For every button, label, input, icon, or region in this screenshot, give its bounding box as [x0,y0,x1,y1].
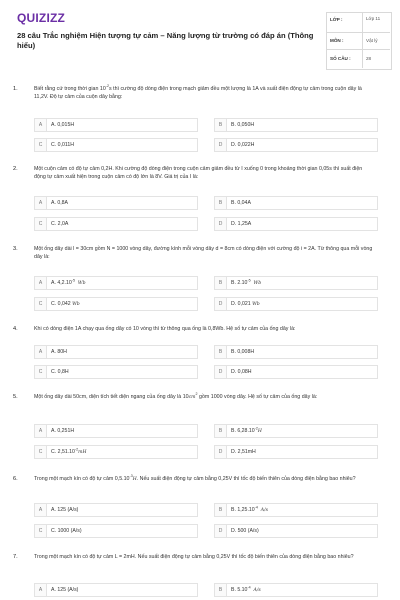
option-text: C. $2,51.10^{-2}mH$ [51,447,87,455]
question-number: 7. [13,554,18,560]
option-a[interactable] [34,424,198,438]
option-letter: A [35,584,47,596]
question-text: Trong một mạch kín có độ tự cảm L = 2mH. Nếu suất điện động tự cảm bằng 0,25V thì tốc độ biến thiên của dòng điện bằng bao nhiêu? [34,554,354,560]
option-letter: C [35,298,47,310]
option-b[interactable] [214,424,378,438]
option-letter: B [215,425,227,437]
option-text: A. $4,2.10^{-5}$ Wb [51,278,86,286]
option-text: D. 0,021 Wb [231,301,260,307]
option-letter: B [215,197,227,209]
worksheet-header [0,0,400,78]
option-letter: A [35,197,47,209]
option-text: B. $1,25.10^{-4}$ A/s [231,505,268,513]
option-letter: C [35,218,47,230]
meta-row-count [326,50,390,68]
option-letter: C [35,139,47,151]
option-b[interactable] [214,196,378,210]
option-text: B. 0,04A [231,200,251,206]
option-c[interactable] [34,138,198,152]
option-c[interactable] [34,365,198,379]
option-d[interactable] [214,524,378,538]
meta-label-count: SỐ CÂU : [330,56,351,61]
option-c[interactable] [34,524,198,538]
option-letter: C [35,366,47,378]
question-text: Khi có dòng điện 1A chạy qua ống dây có 10 vòng thì từ thông qua ống là 0,8Wb. Hệ số tự cảm của ống dây là: [34,326,296,332]
worksheet-title: 28 câu Trắc nghiệm Hiện tượng tự cảm – Năng lượng từ trường có đáp án (Thông hiểu) [17,31,314,50]
option-text: D. 0,08H [231,369,252,375]
option-d[interactable] [214,365,378,379]
option-c[interactable] [34,445,198,459]
option-text: A. 0,251H [51,428,75,434]
option-text: B. 0,008H [231,349,255,355]
meta-value-subject: Vật lý [366,38,378,43]
option-text: C. 0,8H [51,369,69,375]
option-letter: B [215,504,227,516]
question-number: 2. [13,166,18,172]
option-d[interactable] [214,445,378,459]
option-b[interactable] [214,118,378,132]
option-letter: A [35,119,47,131]
meta-table [326,12,390,68]
option-a[interactable] [34,196,198,210]
option-b[interactable] [214,276,378,290]
meta-label-class: LỚP : [330,17,343,22]
option-text: B. $5.10^{-4}$ A/s [231,585,261,593]
meta-row-subject [326,33,390,50]
option-letter: C [35,525,47,537]
question-number: 6. [13,476,18,482]
option-d[interactable] [214,297,378,311]
option-text: C. 0,011H [51,142,74,148]
option-a[interactable] [34,583,198,597]
quizizz-logo: QUIZIZZ [17,11,66,25]
option-letter: A [35,504,47,516]
option-text: A. 0,8A [51,200,69,206]
option-text: A. 125 (A/s) [51,587,79,593]
option-a[interactable] [34,503,198,517]
option-a[interactable] [34,276,198,290]
question-number: 4. [13,326,18,332]
option-letter: B [215,346,227,358]
meta-value-class: Lớp 11 [366,16,381,21]
option-c[interactable] [34,297,198,311]
meta-row-class [326,12,390,33]
option-letter: D [215,298,227,310]
option-letter: A [35,425,47,437]
option-b[interactable] [214,583,378,597]
option-text: D. 0,022H [231,142,255,148]
option-text: C. 2,0A [51,221,69,227]
option-letter: D [215,139,227,151]
meta-value-count: 28 [366,56,372,61]
option-text: A. 125 (A/s) [51,507,79,513]
question-number: 1. [13,86,18,92]
option-a[interactable] [34,345,198,359]
option-b[interactable] [214,503,378,517]
option-text: C. 0,042 Wb [51,301,80,307]
option-c[interactable] [34,217,198,231]
option-letter: C [35,446,47,458]
option-d[interactable] [214,217,378,231]
option-text: B. $2.10^{-5}$ Wb [231,278,262,286]
option-b[interactable] [214,345,378,359]
option-d[interactable] [214,138,378,152]
question-number: 3. [13,246,18,252]
question-text: Trong một mạch kín có độ tự cảm $0,5.10^{-3}H$. Nếu suất điện động tự cảm bằng 0,25V thì tốc độ biến thiên của dòng điện bằng bao nhiêu? [34,474,356,482]
option-letter: B [215,584,227,596]
option-text: D. 2,51mH [231,449,256,455]
option-letter: B [215,277,227,289]
option-letter: A [35,346,47,358]
option-a[interactable] [34,118,198,132]
option-text: B. $6,28.10^{-2}H$ [231,426,262,434]
option-letter: D [215,218,227,230]
meta-label-subject: MÔN : [330,38,344,43]
question-text: Biết rằng cứ trong thời gian $10^{-2}s$ thì cường độ dòng điện trong mạch giảm đều một lượng là 1A và suất điện động tự cảm trong cuộn dây là 11,2V. Độ tự cảm của cuộn dây bằng: [34,84,362,100]
option-letter: D [215,366,227,378]
option-text: A. 0,015H [51,122,75,128]
option-letter: D [215,525,227,537]
option-text: C. 1000 (A/s) [51,528,82,534]
option-text: B. 0,050H [231,122,255,128]
question-number: 5. [13,394,18,400]
option-letter: B [215,119,227,131]
option-letter: D [215,446,227,458]
option-text: D. 1,25A [231,221,252,227]
option-letter: A [35,277,47,289]
question-text: Một cuộn cảm có độ tự cảm 0,2H. Khi cường độ dòng điện trong cuộn cảm giảm đều từ I xuống 0 trong khoảng thời gian 0,05s thì suất điện động tự cảm xuất hiện trong cuộn cảm có độ lớn là 8V. Giá trị của I là: [34,166,363,180]
option-text: D. 500 (A/s) [231,528,259,534]
question-text: Một ống dây dài 50cm, diện tích tiết diện ngang của ống dây là $10cm^2$ gồm 1000 vòng dây. Hệ số tự cảm của ống dây là: [34,392,318,400]
question-text: Một ống dây dài l = 30cm gồm N = 1000 vòng dây, đường kính mỗi vòng dây d = 8cm có dòng điện với cường độ i = 2A. Từ thông qua mỗi vòng dây là: [34,246,373,260]
option-text: A. 80H [51,349,67,355]
